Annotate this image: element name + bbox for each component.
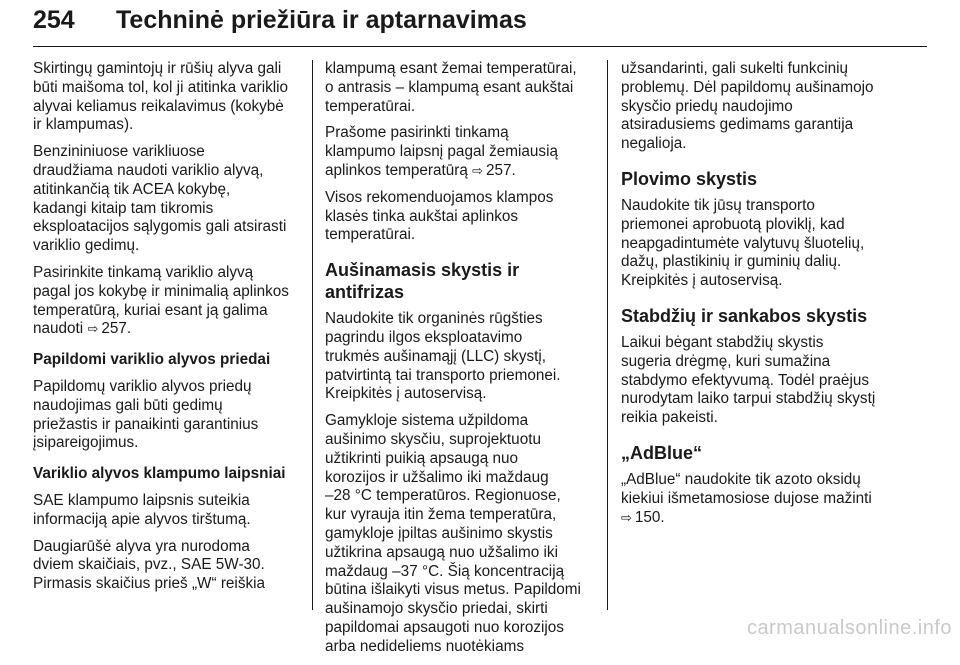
text-line: klasės tinka aukštai aplinkos xyxy=(325,207,519,225)
text-line: pagal jos kokybę ir minimalią aplinkos xyxy=(33,282,289,300)
paragraph-oil-mixing xyxy=(33,60,301,135)
cross-reference-arrow-icon: ⇨ xyxy=(621,509,632,525)
paragraph-sae-grade xyxy=(33,492,301,530)
page-number: 254 xyxy=(33,6,75,34)
paragraph-coolant-additives xyxy=(621,60,893,154)
text-line: priemonei aprobuotą ploviklį, kad xyxy=(621,215,845,233)
text-line: negalioja. xyxy=(621,135,687,153)
text-line: maždaug –37 °C. Šią koncentraciją xyxy=(325,562,565,580)
text-line: atitinkančią tik ACEA kokybę, xyxy=(33,180,231,198)
cross-reference-arrow-icon: ⇨ xyxy=(87,321,99,337)
text-line: gamykloje įpiltas aušinimo skystis xyxy=(325,524,553,542)
watermark: carmanualsonline.info xyxy=(746,617,952,639)
text-line: patvirtintą tai transporto priemonei. xyxy=(325,366,561,384)
text-line: temperatūrai. xyxy=(325,226,416,244)
paragraph-coolant-type xyxy=(325,310,595,404)
text-line: užtikrinti puikią apsaugą nuo xyxy=(325,449,519,467)
text-line: aušinimo skysčiu, suprojektuotu xyxy=(325,430,541,448)
page-reference-link[interactable]: 257. xyxy=(101,320,132,338)
column-divider-left xyxy=(312,60,313,610)
text-line: kiekiui išmetamosiose dujose mažinti xyxy=(621,489,872,507)
text-line: –28 °C temperatūros. Regionuose, xyxy=(325,487,561,505)
text-line: reikia pakeisti. xyxy=(621,409,718,427)
text-line: nurodytam laiko tarpui stabdžių skystį xyxy=(621,390,876,408)
text-line: Daugiarūšė alyva yra nurodoma xyxy=(33,537,250,555)
page-header xyxy=(33,0,927,48)
paragraph-washer-fluid xyxy=(621,197,893,291)
text-line: Prašome pasirinkti tinkamą xyxy=(325,124,509,142)
text-line: Papildomų variklio alyvos priedų xyxy=(33,377,252,395)
text-line: draudžiama naudoti variklio alyvą, xyxy=(33,161,264,179)
reference-line xyxy=(621,509,893,528)
text-line: būtina išlaikyti visus metus. Papildomi xyxy=(325,581,581,599)
page-title: Techninė priežiūra ir aptarnavimas xyxy=(116,6,527,34)
text-line: temperatūrą, kuriai esant ją galima xyxy=(33,301,268,319)
paragraph-coolant-factory xyxy=(325,412,595,656)
heading-washer-fluid: Plovimo skystis xyxy=(621,168,758,189)
text-line: neapgadintumėte valytuvų šluotelių, xyxy=(621,234,865,252)
header-divider xyxy=(33,46,927,47)
text-line: „AdBlue“ naudokite tik azoto oksidų xyxy=(621,470,861,488)
text-line: ir klampumas). xyxy=(33,116,134,134)
heading-viscosity-grades: Variklio alyvos klampumo laipsniai xyxy=(33,465,286,483)
paragraph-select-grade xyxy=(325,124,595,180)
text-line: Pirmasis skaičius prieš „W“ reiškia xyxy=(33,575,266,593)
heading-coolant: Aušinamasis skystis ir antifrizas xyxy=(325,260,520,303)
text-line: Naudokite tik jūsų transporto xyxy=(621,196,815,214)
text-line: papildomai apsaugoti nuo korozijos xyxy=(325,618,564,636)
text-line: Kreipkitės į autoservisą. xyxy=(325,385,487,403)
column-1 xyxy=(33,60,301,602)
text-line: užtikrina apsaugą nuo užšalimo iki xyxy=(325,543,558,561)
text-line: skysčio priedų naudojimo xyxy=(621,97,793,115)
heading-brake-fluid: Stabdžių ir sankabos skystis xyxy=(621,305,868,326)
text-line: dažų, plastikinių ir guminių dalių. xyxy=(621,253,842,271)
text-line: problemų. Dėl papildomų aušinamojo xyxy=(621,78,874,96)
text-line: temperatūrai. xyxy=(325,97,416,115)
paragraph-brake-fluid xyxy=(621,334,893,428)
heading-adblue: „AdBlue“ xyxy=(621,442,702,463)
text-line: o antrasis – klampumą esant aukštai xyxy=(325,78,574,96)
text-line: SAE klampumo laipsnis suteikia xyxy=(33,491,250,509)
text-line: sugeria drėgmę, kuri sumažina xyxy=(621,352,831,370)
text-line: variklio gedimų. xyxy=(33,237,140,255)
text-line: Benzininiuose varikliuose xyxy=(33,143,205,161)
text-line: kadangi kitaip tam tikromis xyxy=(33,199,214,217)
text-line: Visos rekomenduojamos klampos xyxy=(325,188,554,206)
paragraph-petrol-engines xyxy=(33,143,301,256)
text-line: korozijos ir užšalimo iki maždaug xyxy=(325,468,549,486)
heading-oil-additives: Papildomi variklio alyvos priedai xyxy=(33,351,271,369)
text-line: Skirtingų gamintojų ir rūšių alyva gali xyxy=(33,60,282,77)
text-line: arba nedideliems nuotėkiams xyxy=(325,637,524,655)
text-line: stabdymo efektyvumą. Todėl praėjus xyxy=(621,371,869,389)
text-line: eksploatacijos sąlygomis gali atsirasti xyxy=(33,218,287,236)
text-line: būti maišoma tol, kol ji atitinka variklio xyxy=(33,78,289,96)
text-line: klampumą esant žemai temperatūrai, xyxy=(325,60,577,77)
text-line: aušinamojo skysčio priedai, skirti xyxy=(325,600,548,618)
text-line: naudojimas gali būti gedimų xyxy=(33,396,223,414)
text-line: Pasirinkite tinkamą variklio alyvą xyxy=(33,263,254,281)
reference-line: aplinkos temperatūrą ⇨ 257. xyxy=(325,161,516,179)
text-line: pagrindu ilgos eksploatavimo xyxy=(325,328,523,346)
page-reference-link[interactable]: 257. xyxy=(486,161,516,179)
text-line: priežastis ir panaikinti garantinius xyxy=(33,415,259,433)
cross-reference-arrow-icon: ⇨ xyxy=(472,162,484,178)
column-3 xyxy=(621,60,893,535)
paragraph-adblue xyxy=(621,471,893,527)
text-line: alyvai keliamus reikalavimus (kokybė xyxy=(33,97,284,115)
page-reference-link[interactable]: 150. xyxy=(634,508,665,526)
text-line: dviem skaičiais, pvz., SAE 5W-30. xyxy=(33,556,265,574)
paragraph-high-temp xyxy=(325,189,595,245)
text-line: įsipareigojimus. xyxy=(33,434,139,452)
text-line: Naudokite tik organinės rūgšties xyxy=(325,310,543,328)
column-divider-right xyxy=(607,60,608,610)
text-line: trukmės aušinamąjį (LLC) skystį, xyxy=(325,347,547,365)
column-2 xyxy=(325,60,595,665)
paragraph-choose-oil xyxy=(33,264,301,339)
paragraph-multigrade xyxy=(33,538,301,594)
paragraph-viscosity-continued xyxy=(325,60,595,116)
text-line: Kreipkitės į autoservisą. xyxy=(621,272,783,290)
text-line: Gamykloje sistema užpildoma xyxy=(325,412,529,430)
reference-line: naudoti ⇨ 257. xyxy=(33,320,132,338)
text-line: Laikui bėgant stabdžių skystis xyxy=(621,333,824,351)
text-line: klampumo laipsnį pagal žemiausią xyxy=(325,143,558,161)
paragraph-oil-additives xyxy=(33,378,301,453)
text-line: atsiradusiems gedimams garantija xyxy=(621,116,854,134)
text-line: užsandarinti, gali sukelti funkcinių xyxy=(621,60,849,77)
text-line: kur vyrauja itin žema temperatūra, xyxy=(325,506,557,524)
text-line: informaciją apie alyvos tirštumą. xyxy=(33,510,251,528)
